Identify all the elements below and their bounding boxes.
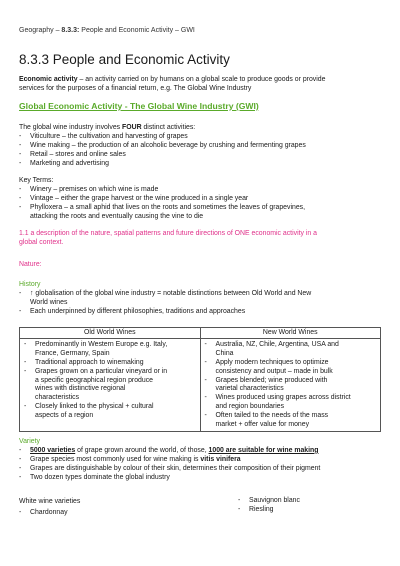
new-1a: Australia, NZ, Chile, Argentina, USA and [215,340,339,348]
list-item: - Marketing and advertising [19,160,381,169]
suitable-count: 1000 are suitable for wine making [208,446,319,454]
old-1a: Predominantly in Western Europe e.g. Italy, [35,340,168,348]
list-item: - Wine making – the production of an alcoholic beverage by crushing and fermenting grapes [19,142,381,151]
new-2a: Apply modern techniques to optimize [215,358,329,366]
objective-line-2: global context. [19,238,64,246]
new-4a: Wines produced using grapes across district [215,394,351,402]
new-5a: Often tailed to the needs of the mass [215,412,329,420]
new-3b: varietal characteristics [215,385,284,393]
economic-activity-term: Economic activity [19,76,78,83]
objective-line-1: 1.1 a description of the nature, spatial patterns and future directions of ONE economic activity in a [19,230,317,237]
old-3a: Grapes grown on a particular vineyard or in [35,367,168,375]
new-world-header: New World Wines [200,328,381,339]
history-item-1-cont: World wines [30,298,68,306]
nature-heading: Nature: [19,261,42,268]
list-item [205,359,377,377]
history-heading: History [19,281,41,288]
activities-intro: The global wine industry involves [19,124,123,131]
history-item-1: globalisation of the global wine industry = notable distinctions between Old World and New [33,289,312,297]
economic-activity-definition [19,76,381,94]
list-item [24,403,196,421]
up-arrow-icon: ↑ [30,289,34,297]
list-item: - Viticulture – the cultivation and harvesting of grapes [19,133,381,142]
new-1b: China [215,349,234,357]
list-item [205,412,377,430]
activities-section [19,124,381,169]
key-terms-heading: Key Terms: [19,177,54,184]
list-item [205,377,377,395]
list-item: - Retail – stores and online sales [19,151,381,160]
history-section [19,281,381,317]
list-item: - Winery – premises on which wine is made [19,186,381,195]
white-wine-right [238,497,378,515]
history-list [19,290,381,317]
old-3c: wines with distinctive regional [35,385,126,393]
varieties-count: 5000 varieties [30,446,76,454]
page-title: 8.3.3 People and Economic Activity [19,52,230,67]
list-item: - Two dozen types dominate the global industry [19,474,381,483]
gwi-heading: Global Economic Activity - The Global Wine Industry (GWI) [19,101,259,111]
white-wine-heading: White wine varieties [19,498,81,505]
new-world-cell [200,338,381,431]
list-item [24,359,196,368]
list-item [24,368,196,404]
old-new-world-table [19,327,381,432]
list-item: - Grapes are distinguishable by colour of their skin, determines their composition of their pigment [19,465,381,474]
variety-list [19,447,381,483]
activities-count: FOUR [122,124,142,131]
key-terms-list [19,186,381,222]
header-subject: Geography – [19,27,62,34]
old-world-list [24,341,196,421]
list-item: - Riesling [238,506,378,515]
list-item: - Each underpinned by different philosophies, traditions and approaches [19,308,381,317]
list-item [205,394,377,412]
old-4b: aspects of a region [35,412,94,420]
old-1b: France, Germany, Spain [35,349,110,357]
learning-objective [19,230,381,248]
white-wine-list-left [19,509,199,518]
species-name: vitis vinifera [200,455,241,463]
activities-intro-end: distinct activities: [141,124,196,131]
activities-list [19,133,381,169]
variety-1-mid: of grape grown around the world, of those, [75,446,209,454]
list-item [24,341,196,359]
list-item [19,456,381,465]
definition-line-1: – an activity carried on by humans on a global scale to produce goods or provide [77,76,326,83]
header-code: 8.3.3: [61,27,80,34]
new-3a: Grapes blended; wine produced with [215,376,328,384]
new-world-list [205,341,377,430]
old-2a: Traditional approach to winemaking [35,358,144,366]
definition-line-2: services for the purposes of a financial return, e.g. The Global Wine Industry [19,84,252,92]
old-3b: a specific geographical region produce [35,376,153,384]
list-item [19,204,381,222]
old-world-cell [20,338,201,431]
old-4a: Closely linked to the physical + cultural [35,403,154,411]
list-item: - Sauvignon blanc [238,497,378,506]
variety-section [19,438,381,483]
list-item: - Chardonnay [19,509,199,518]
old-3d: characteristics [35,394,80,402]
phylloxera-line-1: Phylloxera – a small aphid that lives on the roots and sometimes the leaves of grapevines, [30,203,306,211]
white-wine-list-right [238,497,378,515]
old-world-header: Old World Wines [20,328,201,339]
new-2b: consistency and output – made in bulk [215,367,333,375]
list-item [19,447,381,456]
new-4b: and region boundaries [215,403,285,411]
white-wine-section [19,498,199,518]
phylloxera-line-2: attacking the roots and eventually causing the vine to die [30,212,204,220]
variety-2-pre: Grape species most commonly used for wine making is [30,455,201,463]
list-item [205,341,377,359]
list-item: - Vintage – either the grape harvest or the wine produced in a single year [19,195,381,204]
list-item [19,290,381,308]
variety-heading: Variety [19,438,40,445]
page-header [19,27,195,34]
key-terms-section [19,177,381,222]
header-rest: People and Economic Activity – GWI [79,27,195,34]
new-5b: market + offer value for money [215,421,310,429]
